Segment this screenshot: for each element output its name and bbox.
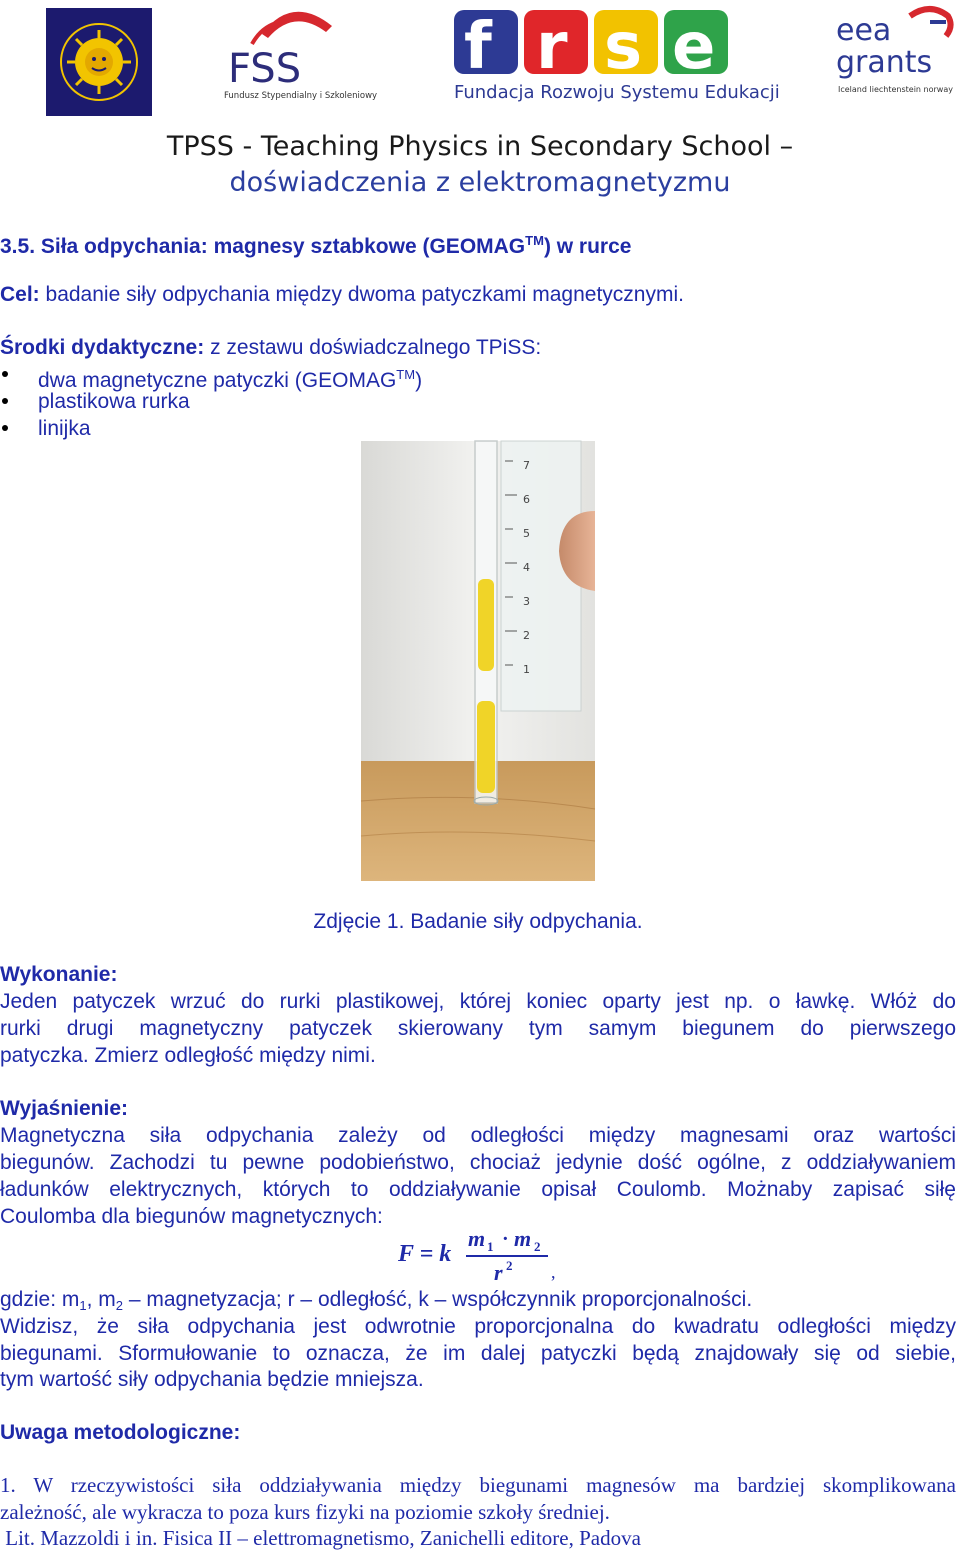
svg-text:Fundacja Rozwoju Systemu Eduka: Fundacja Rozwoju Systemu Edukacji bbox=[454, 82, 780, 103]
logo-bar bbox=[0, 0, 960, 120]
svg-text:3: 3 bbox=[523, 595, 530, 608]
university-seal-icon bbox=[46, 8, 152, 116]
explanation-line: Widzisz, że siła odpychania jest odwrotnie proporcjonalna do kwadratu odległości między bbox=[0, 1315, 956, 1338]
goal-label: Cel: bbox=[0, 283, 40, 306]
svg-text:m: m bbox=[468, 1226, 486, 1251]
list-item: linijka bbox=[38, 417, 91, 440]
svg-text:5: 5 bbox=[523, 527, 530, 540]
procedure-line: patyczka. Zmierz odległość między nimi. bbox=[0, 1044, 376, 1067]
fss-logo-icon bbox=[222, 4, 378, 104]
svg-text:2: 2 bbox=[506, 1258, 513, 1273]
bullet-icon bbox=[2, 425, 8, 431]
header-title: TPSS - Teaching Physics in Secondary School – bbox=[166, 131, 794, 162]
svg-text:grants: grants bbox=[836, 45, 933, 80]
svg-text:F = k: F = k bbox=[398, 1241, 452, 1267]
svg-text:f: f bbox=[464, 10, 492, 84]
svg-text:4: 4 bbox=[523, 561, 530, 574]
explanation-line: tym wartość siły odpychania będzie mniejsza. bbox=[0, 1368, 424, 1391]
explanation-label: Wyjaśnienie: bbox=[0, 1097, 128, 1120]
explanation-line: Coulomba dla biegunów magnetycznych: bbox=[0, 1205, 383, 1228]
section-title: 3.5. Siła odpychania: magnesy sztabkowe (GEOMAG™) w rurce bbox=[0, 233, 632, 258]
list-item: plastikowa rurka bbox=[38, 390, 190, 413]
svg-text:1: 1 bbox=[487, 1239, 494, 1254]
procedure-line: rurki drugi magnetyczny patyczek skierowany tym samym biegunem do pierwszego bbox=[0, 1017, 956, 1040]
explanation-line: biegunami. Sformułowanie to oznacza, że im dalej patyczki będą znajdowały się od siebie, bbox=[0, 1342, 956, 1365]
experiment-photo bbox=[361, 441, 595, 881]
goal-line bbox=[0, 281, 684, 308]
materials-label: Środki dydaktyczne: bbox=[0, 336, 205, 359]
literature-reference: Lit. Mazzoldi i in. Fisica II – elettromagnetismo, Zanichelli editore, Padova bbox=[0, 1526, 641, 1550]
svg-text:7: 7 bbox=[523, 459, 530, 472]
svg-text:r: r bbox=[494, 1260, 503, 1285]
materials-heading bbox=[0, 334, 541, 361]
explanation-line: biegunów. Zachodzi tu pewne podobieństwo, chociaż jedynie dość ogólne, z oddziaływaniem bbox=[0, 1151, 956, 1174]
procedure-label: Wykonanie: bbox=[0, 963, 118, 986]
formula-legend: gdzie: $m_1$, $m_2$ – magnetyzacja; r – odległość, k – współczynnik proporcjonalności. bbox=[0, 1288, 753, 1313]
coulomb-formula bbox=[396, 1226, 561, 1286]
list-item: dwa magnetyczne patyczki (GEOMAG™) bbox=[38, 367, 423, 392]
svg-text:eea: eea bbox=[836, 13, 892, 48]
eea-grants-logo-icon bbox=[834, 6, 958, 98]
explanation-line: Magnetyczna siła odpychania zależy od odległości między magnesami oraz wartości bbox=[0, 1124, 956, 1147]
bullet-icon bbox=[2, 398, 8, 404]
svg-text:e: e bbox=[672, 10, 716, 84]
bullet-icon bbox=[2, 371, 8, 377]
materials-text: z zestawu doświadczalnego TPiSS: bbox=[204, 336, 542, 359]
svg-text:2: 2 bbox=[534, 1239, 541, 1254]
svg-text:FSS: FSS bbox=[228, 46, 302, 92]
svg-text:r: r bbox=[536, 10, 568, 84]
svg-text:2: 2 bbox=[523, 629, 530, 642]
svg-text:6: 6 bbox=[523, 493, 530, 506]
svg-text:1: 1 bbox=[523, 663, 530, 676]
svg-text:s: s bbox=[604, 10, 643, 84]
goal-text: badanie siły odpychania między dwoma patyczkami magnetycznymi. bbox=[39, 283, 684, 306]
frse-logo-icon bbox=[452, 6, 780, 106]
note-line: 1. W rzeczywistości siła oddziaływania między biegunami magnesów ma bardziej skomplikowana bbox=[0, 1473, 956, 1497]
svg-text:m: m bbox=[514, 1226, 532, 1251]
procedure-line: Jeden patyczek wrzuć do rurki plastikowej, której koniec oparty jest np. o ławkę. Włóż do bbox=[0, 990, 956, 1013]
note-line: zależność, ale wykracza to poza kurs fizyki na poziomie szkoły średniej. bbox=[0, 1500, 610, 1524]
photo-caption: Zdjęcie 1. Badanie siły odpychania. bbox=[313, 910, 643, 933]
notes-label: Uwaga metodologiczne: bbox=[0, 1421, 241, 1444]
svg-text:Fundusz Stypendialny i Szkolen: Fundusz Stypendialny i Szkoleniowy bbox=[224, 91, 378, 101]
explanation-line: ładunków elektrycznych, których to oddziaływanie opisał Coulomb. Możnaby zapisać siłę bbox=[0, 1178, 956, 1201]
svg-text:Iceland liechtenstein norway: Iceland liechtenstein norway bbox=[838, 85, 953, 94]
header-subtitle: doświadczenia z elektromagnetyzmu bbox=[229, 167, 731, 198]
svg-text:,: , bbox=[551, 1262, 556, 1282]
svg-text:·: · bbox=[502, 1228, 509, 1250]
